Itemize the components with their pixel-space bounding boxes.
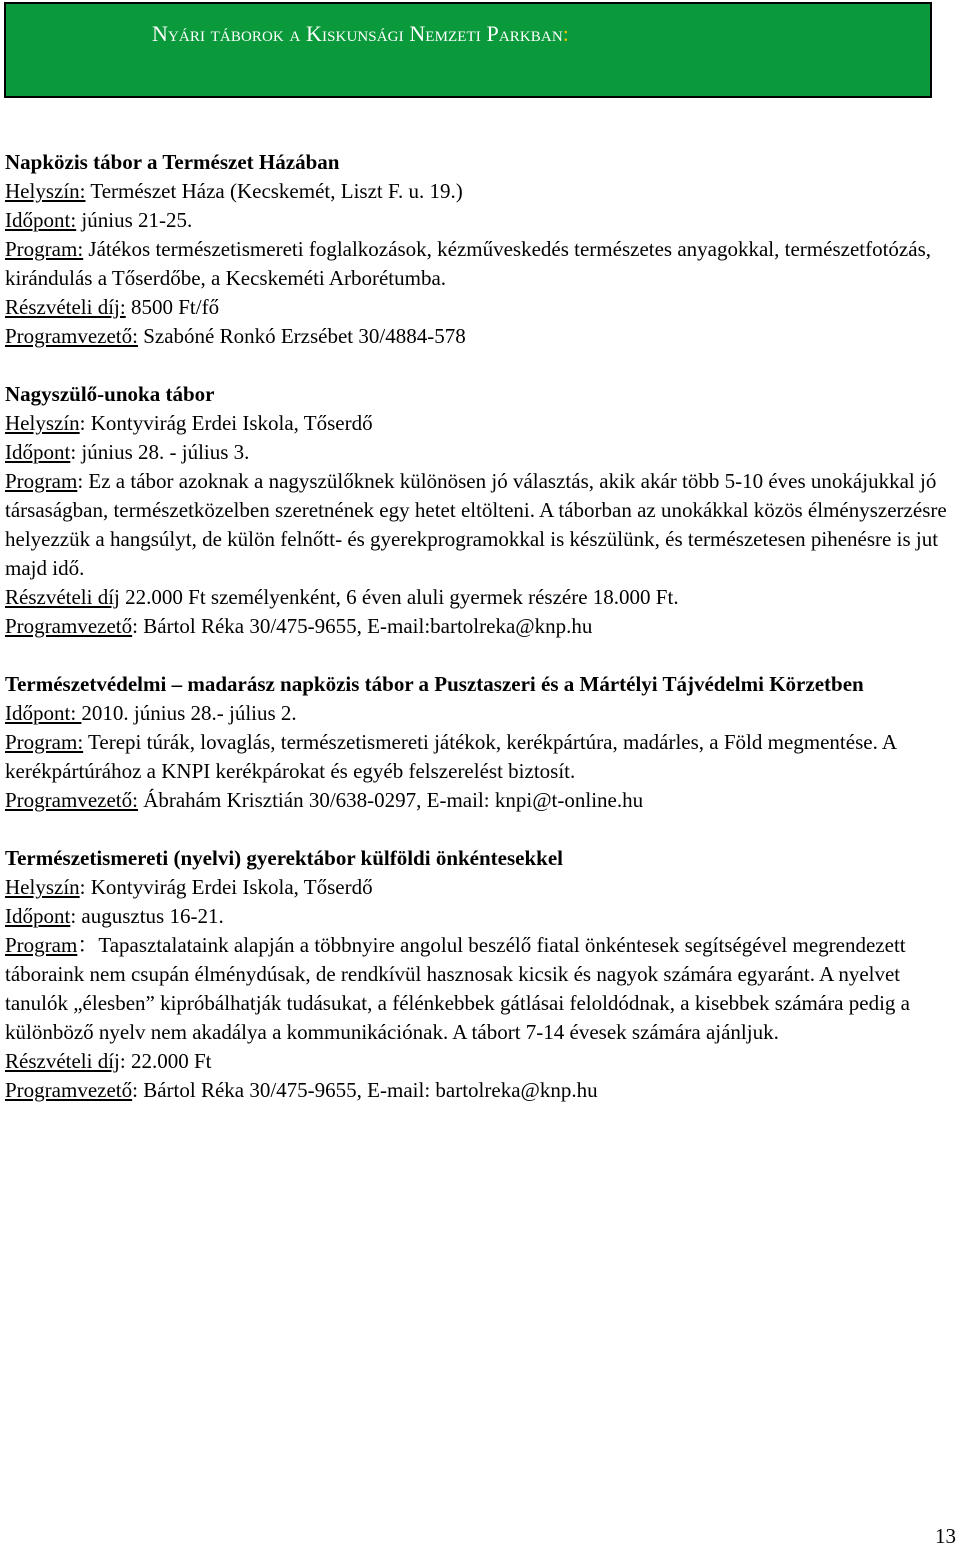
program-text: ：Tapasztalataink alapján a többnyire angolul beszélő fiatal önkéntesek segítségével megrendezett táboraink nem csupán élménydúsak, de rendkívül hasznosak kicsik és nagyok számára egyaránt. A nyelvet tanulók „élesben” kipróbálhatják tudásukat, a félénkebbek gátlásai feloldódnak, a kisebbek számára pedig a különböző nyelv nem akadálya a kommunikációnak. A tábort 7-14 évesek számára ajánljuk. (5, 933, 910, 1044)
date-label: Időpont (5, 440, 71, 464)
leader-label: Programvezető: (5, 324, 138, 348)
location-value: Természet Háza (Kecskemét, Liszt F. u. 19.) (85, 179, 463, 203)
page-number: 13 (935, 1524, 956, 1548)
camp-date (5, 206, 950, 235)
date-value: június 21-25. (76, 208, 193, 232)
program-text: Játékos természetismereti foglalkozások, kézműveskedés természetes anyagokkal, természetfotózás, kirándulás a Tőserdőbe, a Kecskeméti Arborétumba. (5, 237, 931, 290)
location-value: : Kontyvirág Erdei Iskola, Tőserdő (79, 875, 373, 899)
program-label: Program (5, 933, 78, 957)
location-label: Helyszín (5, 875, 80, 899)
program-label: Program: (5, 237, 84, 261)
fee-label: Részvételi díj: (5, 295, 126, 319)
program-label: Program (5, 469, 78, 493)
date-value: : június 28. - július 3. (70, 440, 250, 464)
location-label: Helyszín (5, 411, 80, 435)
date-value: : augusztus 16-21. (70, 904, 224, 928)
camp-section-3 (5, 670, 950, 815)
leader-label: Programvezető: (5, 788, 138, 812)
fee-value: : 22.000 Ft (119, 1049, 212, 1073)
camp-section-1 (5, 148, 950, 351)
header-banner (4, 2, 932, 98)
spacer (5, 815, 950, 844)
camp-program (5, 235, 950, 293)
camp-date (5, 902, 950, 931)
camp-date (5, 438, 950, 467)
camp-section-2 (5, 380, 950, 641)
camp-fee (5, 583, 950, 612)
camp-title: Nagyszülő-unoka tábor (5, 382, 215, 406)
camp-title: Napközis tábor a Természet Házában (5, 150, 340, 174)
date-label: Időpont (5, 904, 71, 928)
spacer (5, 641, 950, 670)
camp-location (5, 409, 950, 438)
camp-title: Természetismereti (nyelvi) gyerektábor külföldi önkéntesekkel (5, 846, 563, 870)
date-label: Időpont: (5, 208, 77, 232)
camp-title: Természetvédelmi – madarász napközis tábor a Pusztaszeri és a Mártélyi Tájvédelmi Körzetben (5, 672, 864, 696)
leader-label: Programvezető (5, 614, 133, 638)
camp-date (5, 699, 950, 728)
camp-leader (5, 786, 950, 815)
camp-program (5, 467, 950, 583)
location-label: Helyszín: (5, 179, 86, 203)
banner-title-text: Nyári táborok a Kiskunsági Nemzeti Parkban (152, 21, 563, 46)
camp-program (5, 931, 950, 1047)
fee-value: 22.000 Ft személyenként, 6 éven aluli gyermek részére 18.000 Ft. (119, 585, 679, 609)
leader-value: : Bártol Réka 30/475-9655, E-mail: bartolreka@knp.hu (132, 1078, 598, 1102)
camp-section-4 (5, 844, 950, 1105)
leader-value: Ábrahám Krisztián 30/638-0297, E-mail: knpi@t-online.hu (137, 788, 644, 812)
spacer (5, 351, 950, 380)
document-body (5, 148, 950, 1105)
camp-fee (5, 1047, 950, 1076)
program-text: Terepi túrák, lovaglás, természetismereti játékok, kerékpártúra, madárles, a Föld megmentése. A kerékpártúrához a KNPI kerékpárokat és egyéb felszerelést biztosít. (5, 730, 896, 783)
leader-value: Szabóné Ronkó Erzsébet 30/4884-578 (137, 324, 466, 348)
banner-title-colon: : (562, 21, 569, 46)
fee-value: 8500 Ft/fő (125, 295, 220, 319)
date-value: 2010. június 28.- július 2. (81, 701, 297, 725)
page-title (152, 20, 569, 48)
location-value: : Kontyvirág Erdei Iskola, Tőserdő (79, 411, 373, 435)
camp-leader (5, 1076, 950, 1105)
camp-program (5, 728, 950, 786)
fee-label: Részvételi díj (5, 585, 120, 609)
leader-value: : Bártol Réka 30/475-9655, E-mail:bartolreka@knp.hu (132, 614, 593, 638)
date-label: Időpont: (5, 701, 82, 725)
fee-label: Részvételi díj (5, 1049, 120, 1073)
camp-leader (5, 612, 950, 641)
program-label: Program: (5, 730, 84, 754)
camp-location (5, 873, 950, 902)
program-text: : Ez a tábor azoknak a nagyszülőknek különösen jó választás, akik akár több 5-10 éves unokájukkal jó társaságban, természetközelben szeretnének egy hetet eltölteni. A táborban az unokákkal közös élményszerzésre helyezzük a hangsúlyt, de külön felnőtt- és gyerekprogramokkal is készülünk, és természetesen pihenésre is jut majd idő. (5, 469, 947, 580)
camp-location (5, 177, 950, 206)
leader-label: Programvezető (5, 1078, 133, 1102)
camp-leader (5, 322, 950, 351)
camp-fee (5, 293, 950, 322)
